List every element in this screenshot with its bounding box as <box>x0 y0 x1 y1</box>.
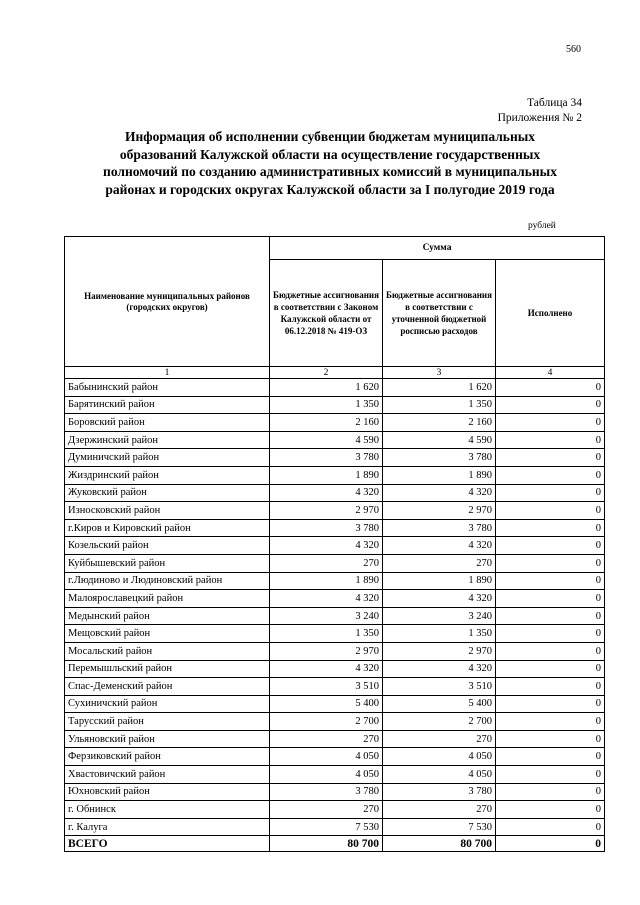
budget-allocation: 5 400 <box>383 695 496 713</box>
district-name: Ульяновский район <box>65 730 270 748</box>
district-name: Ферзиковский район <box>65 748 270 766</box>
executed-amount: 0 <box>496 590 605 608</box>
district-name: Боровский район <box>65 414 270 432</box>
law-allocation: 2 970 <box>270 642 383 660</box>
table-row <box>65 607 605 625</box>
law-allocation: 2 160 <box>270 414 383 432</box>
law-allocation: 4 320 <box>270 484 383 502</box>
district-name: Медынский район <box>65 607 270 625</box>
table-row <box>65 379 605 397</box>
table-row <box>65 783 605 801</box>
budget-allocation: 1 890 <box>383 466 496 484</box>
executed-amount: 0 <box>496 660 605 678</box>
budget-allocation: 4 590 <box>383 431 496 449</box>
district-name: г. Калуга <box>65 818 270 836</box>
district-name: г.Киров и Кировский район <box>65 519 270 537</box>
district-name: Малоярославецкий район <box>65 590 270 608</box>
budget-allocation: 2 160 <box>383 414 496 432</box>
executed-amount: 0 <box>496 449 605 467</box>
law-allocation: 4 320 <box>270 590 383 608</box>
table-row <box>65 695 605 713</box>
header-budget-allocations: Бюджетные ассигнования в соответствии с уточненной бюджетной росписью расходов <box>383 260 496 367</box>
total-label: ВСЕГО <box>65 836 270 852</box>
table-row <box>65 766 605 784</box>
budget-allocation: 270 <box>383 554 496 572</box>
law-allocation: 1 890 <box>270 572 383 590</box>
executed-amount: 0 <box>496 766 605 784</box>
table-row <box>65 748 605 766</box>
table-row <box>65 642 605 660</box>
column-number: 2 <box>270 367 383 379</box>
budget-allocation: 4 050 <box>383 766 496 784</box>
table-row <box>65 554 605 572</box>
district-name: г.Людиново и Людиновский район <box>65 572 270 590</box>
header-law-allocations: Бюджетные ассигнования в соответствии с Законом Калужской области от 06.12.2018 № 419-ОЗ <box>270 260 383 367</box>
executed-amount: 0 <box>496 431 605 449</box>
executed-amount: 0 <box>496 625 605 643</box>
district-name: Барятинский район <box>65 396 270 414</box>
header-name: Наименование муниципальных районов (городских округов) <box>65 237 270 367</box>
budget-allocation: 270 <box>383 801 496 819</box>
table-row <box>65 396 605 414</box>
column-number: 3 <box>383 367 496 379</box>
table-row <box>65 660 605 678</box>
law-allocation: 3 510 <box>270 678 383 696</box>
law-allocation: 3 780 <box>270 783 383 801</box>
units-label: рублей <box>528 221 556 231</box>
table-row <box>65 484 605 502</box>
table-row <box>65 678 605 696</box>
law-allocation: 4 050 <box>270 766 383 784</box>
law-allocation: 270 <box>270 730 383 748</box>
table-row <box>65 730 605 748</box>
district-name: Сухиничский район <box>65 695 270 713</box>
district-name: Спас-Деменский район <box>65 678 270 696</box>
executed-amount: 0 <box>496 554 605 572</box>
table-body <box>65 379 605 836</box>
column-numbers-row <box>65 367 605 379</box>
executed-amount: 0 <box>496 537 605 555</box>
executed-amount: 0 <box>496 379 605 397</box>
district-name: Перемышльский район <box>65 660 270 678</box>
budget-allocation: 3 240 <box>383 607 496 625</box>
executed-amount: 0 <box>496 730 605 748</box>
budget-allocation: 1 620 <box>383 379 496 397</box>
budget-allocation: 4 320 <box>383 590 496 608</box>
law-allocation: 1 350 <box>270 625 383 643</box>
budget-allocation: 1 350 <box>383 625 496 643</box>
header-sum: Сумма <box>270 237 605 260</box>
executed-amount: 0 <box>496 502 605 520</box>
law-allocation: 4 050 <box>270 748 383 766</box>
law-allocation: 2 970 <box>270 502 383 520</box>
total-law: 80 700 <box>270 836 383 852</box>
budget-allocation: 270 <box>383 730 496 748</box>
total-row <box>65 836 605 852</box>
table-reference <box>498 96 582 126</box>
table-ref-line1: Таблица 34 <box>527 97 582 109</box>
table-row <box>65 449 605 467</box>
table-row <box>65 713 605 731</box>
table-row <box>65 590 605 608</box>
budget-allocation: 2 970 <box>383 502 496 520</box>
table-row <box>65 502 605 520</box>
district-name: Жиздринский район <box>65 466 270 484</box>
table-row <box>65 818 605 836</box>
table-ref-line2: Приложения № 2 <box>497 112 582 124</box>
executed-amount: 0 <box>496 466 605 484</box>
law-allocation: 1 890 <box>270 466 383 484</box>
table-row <box>65 537 605 555</box>
district-name: Мосальский район <box>65 642 270 660</box>
table-row <box>65 801 605 819</box>
law-allocation: 5 400 <box>270 695 383 713</box>
budget-allocation: 2 970 <box>383 642 496 660</box>
executed-amount: 0 <box>496 678 605 696</box>
budget-allocation: 4 320 <box>383 660 496 678</box>
total-executed: 0 <box>496 836 605 852</box>
table-row <box>65 466 605 484</box>
executed-amount: 0 <box>496 607 605 625</box>
executed-amount: 0 <box>496 801 605 819</box>
law-allocation: 3 240 <box>270 607 383 625</box>
budget-allocation: 4 050 <box>383 748 496 766</box>
executed-amount: 0 <box>496 414 605 432</box>
executed-amount: 0 <box>496 713 605 731</box>
column-number: 4 <box>496 367 605 379</box>
executed-amount: 0 <box>496 572 605 590</box>
executed-amount: 0 <box>496 748 605 766</box>
executed-amount: 0 <box>496 396 605 414</box>
table-row <box>65 431 605 449</box>
law-allocation: 4 320 <box>270 660 383 678</box>
district-name: Тарусский район <box>65 713 270 731</box>
law-allocation: 270 <box>270 801 383 819</box>
law-allocation: 7 530 <box>270 818 383 836</box>
law-allocation: 3 780 <box>270 519 383 537</box>
district-name: Хвастовичский район <box>65 766 270 784</box>
district-name: Думиничский район <box>65 449 270 467</box>
budget-allocation: 1 350 <box>383 396 496 414</box>
law-allocation: 1 350 <box>270 396 383 414</box>
district-name: Износковский район <box>65 502 270 520</box>
budget-allocation: 7 530 <box>383 818 496 836</box>
law-allocation: 4 590 <box>270 431 383 449</box>
header-executed: Исполнено <box>496 260 605 367</box>
document-title: Информация об исполнении субвенции бюджетам муниципальных образований Калужской области на осуществление государственных полномочий по созданию административных комиссий в муниципальных районах и городских округах Калужской области за I полугодие 2019 года <box>103 129 557 197</box>
budget-allocation: 4 320 <box>383 484 496 502</box>
district-name: Бабынинский район <box>65 379 270 397</box>
column-number: 1 <box>65 367 270 379</box>
table-row <box>65 414 605 432</box>
law-allocation: 1 620 <box>270 379 383 397</box>
law-allocation: 2 700 <box>270 713 383 731</box>
executed-amount: 0 <box>496 642 605 660</box>
budget-allocation: 3 780 <box>383 449 496 467</box>
district-name: Мещовский район <box>65 625 270 643</box>
budget-allocation: 3 780 <box>383 783 496 801</box>
budget-allocation: 2 700 <box>383 713 496 731</box>
law-allocation: 4 320 <box>270 537 383 555</box>
executed-amount: 0 <box>496 818 605 836</box>
executed-amount: 0 <box>496 484 605 502</box>
executed-amount: 0 <box>496 783 605 801</box>
table-row <box>65 625 605 643</box>
district-name: Юхновский район <box>65 783 270 801</box>
law-allocation: 270 <box>270 554 383 572</box>
budget-allocation: 1 890 <box>383 572 496 590</box>
district-name: Куйбышевский район <box>65 554 270 572</box>
district-name: Жуковский район <box>65 484 270 502</box>
district-name: Козельский район <box>65 537 270 555</box>
law-allocation: 3 780 <box>270 449 383 467</box>
total-budget: 80 700 <box>383 836 496 852</box>
district-name: г. Обнинск <box>65 801 270 819</box>
budget-allocation: 3 780 <box>383 519 496 537</box>
district-name: Дзержинский район <box>65 431 270 449</box>
executed-amount: 0 <box>496 695 605 713</box>
executed-amount: 0 <box>496 519 605 537</box>
table-row <box>65 572 605 590</box>
page-number: 560 <box>566 44 581 55</box>
budget-allocation: 4 320 <box>383 537 496 555</box>
budget-allocation: 3 510 <box>383 678 496 696</box>
table-row <box>65 519 605 537</box>
subvention-table <box>64 236 605 852</box>
